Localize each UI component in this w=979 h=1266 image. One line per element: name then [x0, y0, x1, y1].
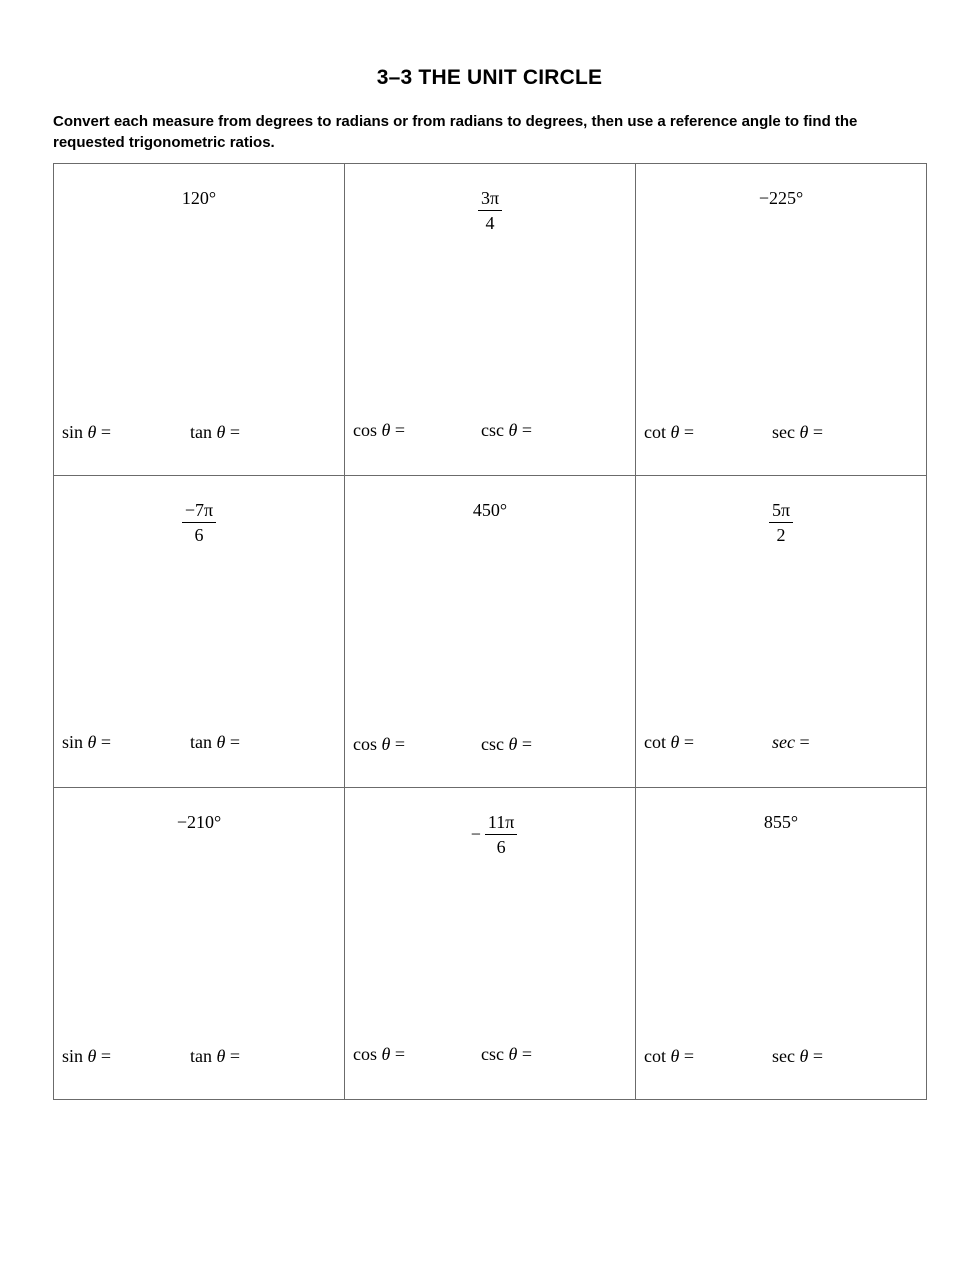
ratio-eq: = — [794, 732, 810, 752]
ratio-eq: = — [390, 1044, 405, 1064]
fraction-denominator: 4 — [485, 213, 495, 233]
problem-cell-3 — [636, 164, 927, 476]
grid-row-1 — [54, 164, 927, 476]
fraction-denominator: 2 — [776, 525, 786, 545]
ratio-fn: tan — [190, 422, 212, 442]
ratio-fn: csc — [481, 1044, 504, 1064]
ratio-fn: sec — [772, 1046, 795, 1066]
problem-cell-4 — [54, 476, 345, 788]
ratio-csc[interactable] — [481, 1044, 532, 1065]
ratio-var: θ — [670, 1046, 680, 1066]
negative-sign: − — [470, 824, 481, 844]
ratio-fn: sin — [62, 1046, 84, 1066]
ratio-fn: cos — [353, 734, 377, 754]
ratio-cos[interactable] — [353, 420, 405, 441]
fraction — [182, 498, 216, 547]
ratio-eq: = — [679, 1046, 694, 1066]
ratio-var: θ — [87, 732, 97, 752]
measure — [345, 186, 635, 235]
instructions: Convert each measure from degrees to radians or from radians to degrees, then use a reference angle to find the requested trigonometric ratios. — [53, 113, 858, 151]
grid-row-2 — [54, 476, 927, 788]
ratio-fn: sin — [62, 422, 84, 442]
ratio-var: θ — [216, 732, 226, 752]
ratio-fn: cot — [644, 732, 666, 752]
ratio-eq: = — [225, 422, 240, 442]
ratio-var: θ — [670, 732, 680, 752]
ratio-cot[interactable] — [644, 422, 694, 443]
ratio-eq: = — [225, 732, 240, 752]
ratio-eq: = — [679, 422, 694, 442]
problem-cell-9 — [636, 788, 927, 1100]
ratio-sin[interactable] — [62, 732, 111, 753]
ratio-var: θ — [381, 420, 391, 440]
ratio-fn: cos — [353, 420, 377, 440]
page-title: 3–3 THE UNIT CIRCLE — [376, 66, 603, 89]
ratio-var: θ — [799, 1046, 809, 1066]
ratio-cos[interactable] — [353, 734, 405, 755]
measure: 855° — [763, 812, 799, 832]
ratio-var: θ — [87, 1046, 97, 1066]
ratio-eq: = — [517, 1044, 532, 1064]
ratio-var: θ — [381, 1044, 391, 1064]
measure: −210° — [176, 812, 222, 832]
ratio-fn: tan — [190, 1046, 212, 1066]
ratio-eq: = — [390, 734, 405, 754]
ratio-var: θ — [87, 422, 97, 442]
measure — [636, 498, 926, 547]
problem-cell-2 — [345, 164, 636, 476]
ratio-fn: csc — [481, 420, 504, 440]
ratio-fn: cos — [353, 1044, 377, 1064]
fraction — [769, 498, 793, 547]
problem-cell-5 — [345, 476, 636, 788]
ratio-fn: tan — [190, 732, 212, 752]
ratio-eq: = — [96, 422, 112, 442]
fraction-numerator: 3π — [478, 186, 502, 211]
ratio-var: θ — [216, 422, 226, 442]
ratio-var: θ — [381, 734, 391, 754]
ratio-eq: = — [96, 732, 112, 752]
ratio-cos[interactable] — [353, 1044, 405, 1065]
ratio-fn: sec — [772, 732, 795, 752]
ratio-var: θ — [670, 422, 680, 442]
grid-row-3 — [54, 788, 927, 1100]
ratio-eq: = — [517, 734, 532, 754]
ratio-eq: = — [808, 1046, 823, 1066]
ratio-var: θ — [799, 422, 809, 442]
problem-cell-6 — [636, 476, 927, 788]
ratio-eq: = — [517, 420, 532, 440]
ratio-fn: cot — [644, 1046, 666, 1066]
ratio-sin[interactable] — [62, 1046, 111, 1067]
ratio-cot[interactable] — [644, 1046, 694, 1067]
ratio-var: θ — [508, 1044, 518, 1064]
ratio-fn: sin — [62, 732, 84, 752]
measure — [54, 498, 344, 547]
ratio-tan[interactable] — [190, 1046, 240, 1067]
ratio-csc[interactable] — [481, 420, 532, 441]
fraction — [485, 810, 517, 859]
ratio-sec[interactable] — [772, 732, 810, 753]
problem-cell-7 — [54, 788, 345, 1100]
fraction-denominator: 6 — [496, 837, 506, 857]
ratio-eq: = — [808, 422, 823, 442]
ratio-eq: = — [390, 420, 405, 440]
problem-cell-1 — [54, 164, 345, 476]
measure: −225° — [758, 188, 804, 208]
fraction-numerator: 5π — [769, 498, 793, 523]
ratio-eq: = — [225, 1046, 240, 1066]
ratio-fn: csc — [481, 734, 504, 754]
fraction-numerator: 11π — [485, 810, 517, 835]
ratio-csc[interactable] — [481, 734, 532, 755]
ratio-tan[interactable] — [190, 732, 240, 753]
ratio-sec[interactable] — [772, 1046, 823, 1067]
ratio-tan[interactable] — [190, 422, 240, 443]
problem-cell-8 — [345, 788, 636, 1100]
ratio-eq: = — [679, 732, 694, 752]
ratio-var: θ — [216, 1046, 226, 1066]
measure — [345, 810, 635, 859]
ratio-sin[interactable] — [62, 422, 111, 443]
ratio-eq: = — [96, 1046, 112, 1066]
ratio-cot[interactable] — [644, 732, 694, 753]
ratio-sec[interactable] — [772, 422, 823, 443]
ratio-fn: sec — [772, 422, 795, 442]
problem-grid — [53, 163, 927, 1100]
fraction — [478, 186, 502, 235]
ratio-fn: cot — [644, 422, 666, 442]
ratio-var: θ — [508, 734, 518, 754]
ratio-var: θ — [508, 420, 518, 440]
fraction-numerator: −7π — [182, 498, 216, 523]
measure: 450° — [472, 500, 508, 520]
measure: 120° — [181, 188, 217, 208]
fraction-denominator: 6 — [194, 525, 204, 545]
